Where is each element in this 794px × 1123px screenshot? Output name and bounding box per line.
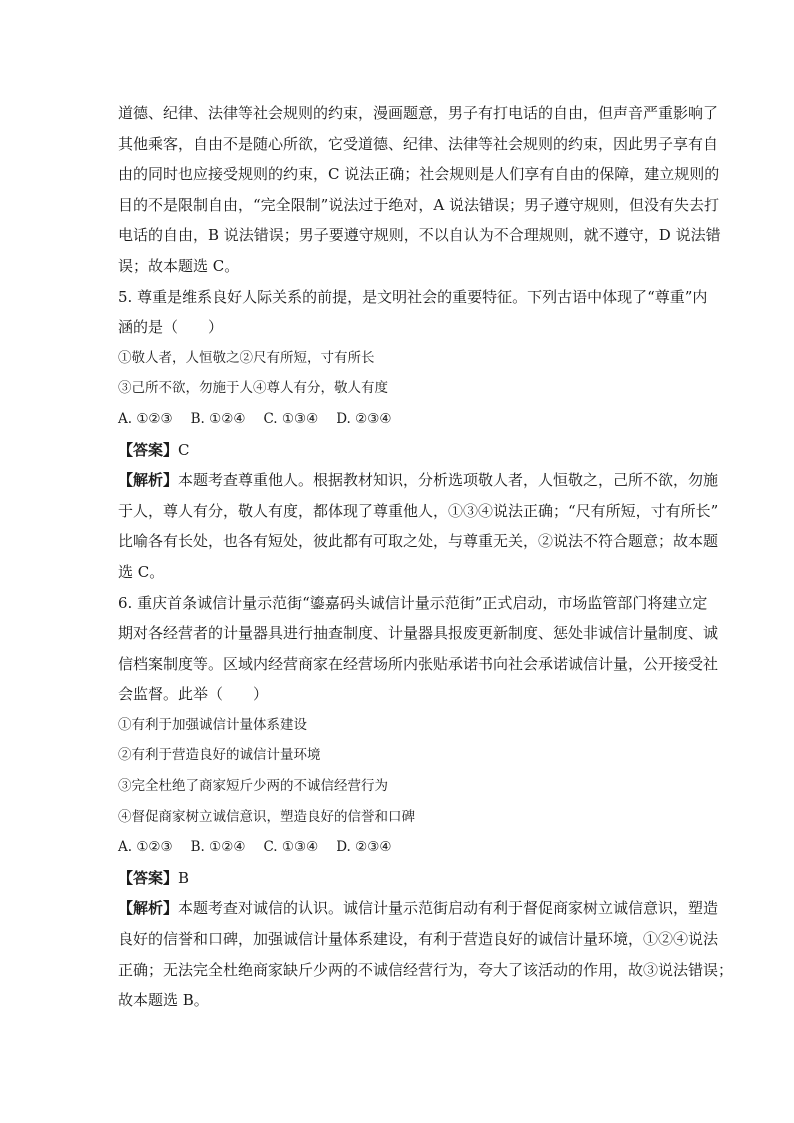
answer-value: B <box>178 868 190 887</box>
question-stem-line: 信档案制度等。区域内经营商家在经营场所内张贴承诺书向社会承诺诚信计量，公开接受社 <box>118 654 719 673</box>
answer-label: 【答案】 <box>118 440 179 459</box>
text-line: 目的不是限制自由，“完全限制”说法过于绝对，A 说法错误；男子遵守规则，但没有失去打 <box>118 195 719 214</box>
option-a: A. ①②③ <box>118 410 173 427</box>
option-b: B. ①②④ <box>190 839 246 856</box>
analysis-text: 本题考查尊重他人。根据教材知识，分析选项敬人者，人恒敬之，己所不欲，勿施 <box>178 471 719 490</box>
question-stem-line: 5. 尊重是维系良好人际关系的前提，是文明社会的重要特征。下列古语中体现了“尊重”内 <box>118 287 708 306</box>
analysis-line <box>118 465 719 496</box>
question-stem-line: 期对各经营者的计量器具进行抽查制度、计量器具报废更新制度、惩处非诚信计量制度、诚 <box>118 624 719 643</box>
analysis-line: 于人，尊人有分，敬人有度，都体现了尊重他人，①③④说法正确；“尺有所短，寸有所长” <box>118 501 719 520</box>
option-c: C. ①③④ <box>263 410 319 427</box>
question-stem-line: 6. 重庆首条诚信计量示范街“鎏嘉码头诚信计量示范街”正式启动，市场监管部门将建立定 <box>118 593 708 612</box>
answer-line <box>118 863 678 894</box>
analysis-line: 选 C。 <box>118 562 165 581</box>
options-row <box>118 832 678 863</box>
analysis-line: 良好的信誉和口碑，加强诚信计量体系建设，有利于营造良好的诚信计量环境，①②④说法 <box>118 930 719 949</box>
option-d: D. ②③④ <box>336 410 392 427</box>
answer-label: 【答案】 <box>118 868 179 887</box>
analysis-line: 正确；无法完全杜绝商家缺斤少两的不诚信经营行为，夸大了该活动的作用，故③说法错误； <box>118 960 734 979</box>
options-row <box>118 404 678 435</box>
text-line: 电话的自由，B 说法错误；男子要遵守规则，不以自认为不合理规则，就不遵守，D 说法错 <box>118 226 721 245</box>
statement-line: ①有利于加强诚信计量体系建设 <box>118 716 307 733</box>
page-content <box>118 98 734 1016</box>
statement-line: ④督促商家树立诚信意识，塑造良好的信誉和口碑 <box>118 808 415 825</box>
statement-line: ①敬人者，人恒敬之②尺有所短，寸有所长 <box>118 349 375 366</box>
answer-line <box>118 435 678 466</box>
statement-line: ③完全杜绝了商家短斤少两的不诚信经营行为 <box>118 778 388 795</box>
statement-line: ②有利于营造良好的诚信计量环境 <box>118 747 321 764</box>
analysis-line: 比喻各有长处，也各有短处，彼此都有可取之处，与尊重无关，②说法不符合题意；故本题 <box>118 532 719 551</box>
analysis-line: 故本题选 B。 <box>118 991 209 1010</box>
text-line: 误；故本题选 C。 <box>118 256 240 275</box>
option-d: D. ②③④ <box>336 839 392 856</box>
question-6 <box>118 588 734 1016</box>
answer-value: C <box>178 440 190 459</box>
option-c: C. ①③④ <box>263 839 319 856</box>
option-a: A. ①②③ <box>118 839 173 856</box>
analysis-line <box>118 893 719 924</box>
text-line: 由的同时也应接受规则的约束，C 说法正确；社会规则是人们享有自由的保障，建立规则的 <box>118 165 720 184</box>
analysis-label: 【解析】 <box>118 899 179 918</box>
option-b: B. ①②④ <box>190 410 246 427</box>
analysis-label: 【解析】 <box>118 471 179 490</box>
question-stem-line: 涵的是（ ） <box>118 318 224 337</box>
statement-line: ③己所不欲，勿施于人④尊人有分，敬人有度 <box>118 380 388 397</box>
text-line: 其他乘客，自由不是随心所欲，它受道德、纪律、法律等社会规则的约束，因此男子享有自 <box>118 134 719 153</box>
question-stem-line: 会监督。此举（ ） <box>118 685 269 704</box>
text-line: 道德、纪律、法律等社会规则的约束，漫画题意，男子有打电话的自由，但声音严重影响了 <box>118 104 719 122</box>
question-5 <box>118 282 719 588</box>
prev-explanation <box>118 98 721 282</box>
analysis-text: 本题考查对诚信的认识。诚信计量示范街启动有利于督促商家树立诚信意识，塑造 <box>178 899 719 918</box>
